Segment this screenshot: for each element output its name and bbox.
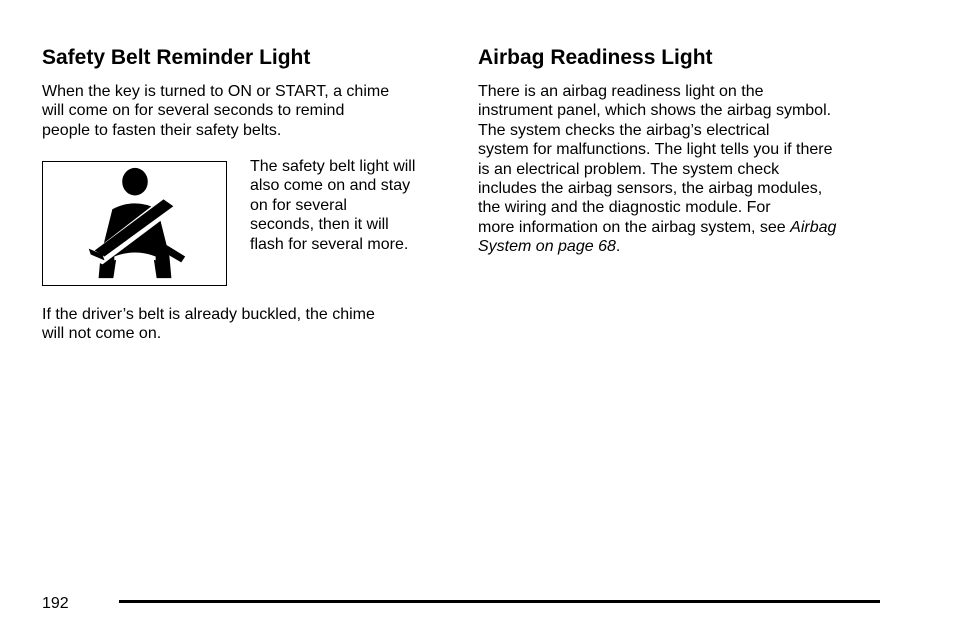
text-line: people to fasten their safety belts. (42, 121, 282, 139)
safety-belt-intro-paragraph (42, 82, 389, 140)
text-line: on for several (250, 196, 347, 214)
text-line: will come on for several seconds to remind (42, 102, 345, 120)
airbag-paragraph (478, 82, 836, 257)
safety-belt-figure (42, 161, 227, 286)
text-line: The safety belt light will (250, 158, 416, 175)
reference-prefix: more information on the airbag system, see (478, 218, 791, 236)
text-line: seconds, then it will (250, 216, 389, 234)
text-line: is an electrical problem. The system check (478, 160, 780, 178)
cross-reference-link[interactable]: Airbag (790, 218, 837, 236)
text-line: will not come on. (42, 325, 162, 343)
page-number: 192 (42, 595, 69, 612)
footer-rule (119, 600, 880, 603)
safety-belt-bottom-paragraph (42, 305, 375, 344)
section-heading-safety-belt: Safety Belt Reminder Light (42, 46, 311, 69)
text-line: the wiring and the diagnostic module. For (478, 199, 771, 217)
text-line: The system checks the airbag’s electrical (478, 121, 770, 139)
text-line: includes the airbag sensors, the airbag modules, (478, 180, 823, 198)
text-line: There is an airbag readiness light on the (478, 83, 764, 100)
text-line: When the key is turned to ON or START, a chime (42, 83, 390, 100)
text-line (478, 237, 836, 256)
text-line: also come on and stay (250, 177, 411, 195)
safety-belt-side-paragraph (250, 157, 415, 254)
text-line: If the driver’s belt is already buckled, the chime (42, 306, 375, 323)
text-line: system for malfunctions. The light tells you if there (478, 141, 833, 159)
section-heading-airbag: Airbag Readiness Light (478, 46, 713, 69)
cross-reference-link-continued[interactable]: System on page 68 (478, 238, 616, 256)
text-line: instrument panel, which shows the airbag symbol. (478, 102, 832, 120)
text-line: flash for several more. (250, 235, 409, 253)
text-line (478, 218, 836, 237)
reference-suffix: . (615, 238, 621, 256)
safety-belt-icon (43, 162, 226, 285)
